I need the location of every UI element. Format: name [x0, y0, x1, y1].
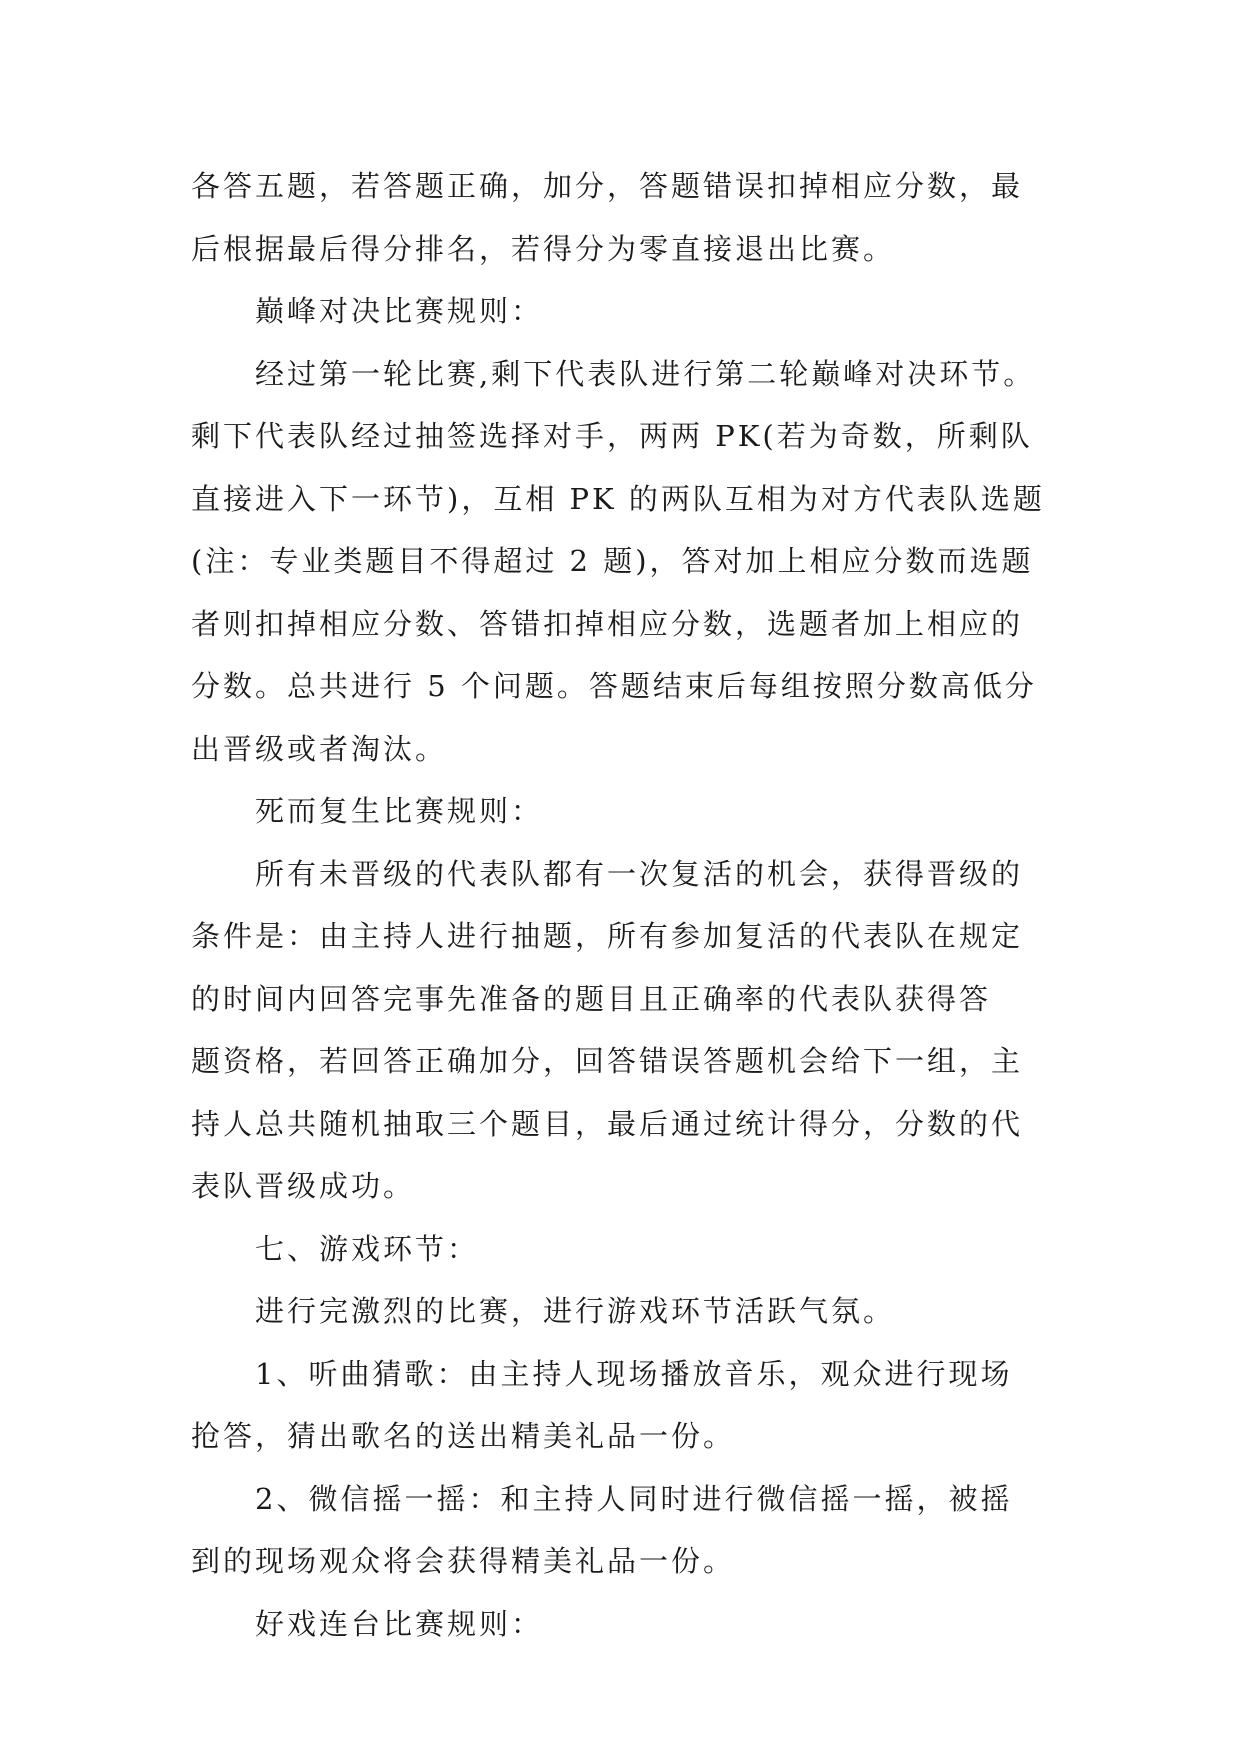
- list-item-wechat-shake: [191, 1468, 1056, 1593]
- text-line: 巅峰对决比赛规则：: [255, 294, 544, 328]
- text-line: 者则扣掉相应分数、答错扣掉相应分数，选题者加上相应的: [191, 606, 1024, 641]
- text-line: 经过第一轮比赛,剩下代表队进行第二轮巅峰对决环节。: [255, 356, 1036, 391]
- text-line: 后根据最后得分排名，若得分为零直接退出比赛。: [191, 231, 896, 266]
- text-line: 所有未晋级的代表队都有一次复活的机会，获得晋级的: [255, 856, 1024, 891]
- text-line: 持人总共随机抽取三个题目，最后通过统计得分，分数的代: [191, 1106, 1024, 1141]
- text-line: 的时间内回答完事先准备的题目且正确率的代表队获得答: [191, 981, 992, 1016]
- text-line: 抢答，猜出歌名的送出精美礼品一份。: [191, 1419, 736, 1453]
- paragraph-peak-showdown-rules: [191, 343, 1056, 781]
- text-line: 各答五题，若答题正确，加分，答题错误扣掉相应分数，最: [191, 169, 1024, 203]
- text-line: 分数。总共进行 5 个问题。答题结束后每组按照分数高低分: [191, 669, 1037, 703]
- text-line: (注：专业类题目不得超过 2 题)，答对加上相应分数而选题: [191, 544, 1034, 578]
- text-line: 题资格，若回答正确加分，回答错误答题机会给下一组，主: [191, 1044, 1024, 1078]
- document-page: [191, 155, 1056, 1655]
- section-heading-revival: [191, 780, 1056, 843]
- section-heading-show-rules: [191, 1593, 1056, 1656]
- text-line: 1、听曲猜歌：由主持人现场播放音乐，观众进行现场: [255, 1356, 1013, 1391]
- text-line: 剩下代表队经过抽签选择对手，两两 PK(若为奇数，所剩队: [191, 419, 1033, 453]
- paragraph-scoring-rules: [191, 155, 1056, 280]
- text-line: 七、游戏环节：: [255, 1231, 480, 1266]
- text-line: 好戏连台比赛规则：: [255, 1606, 544, 1641]
- text-line: 到的现场观众将会获得精美礼品一份。: [191, 1544, 736, 1578]
- paragraph-revival-rules: [191, 843, 1056, 1218]
- section-heading-peak-showdown: [191, 280, 1056, 343]
- list-item-guess-song: [191, 1343, 1056, 1468]
- section-heading-game: [191, 1218, 1056, 1281]
- text-line: 直接进入下一环节)，互相 PK 的两队互相为对方代表队选题: [191, 481, 1045, 516]
- text-line: 表队晋级成功。: [191, 1169, 416, 1203]
- text-line: 2、微信摇一摇：和主持人同时进行微信摇一摇，被摇: [255, 1481, 1013, 1516]
- text-line: 条件是：由主持人进行抽题，所有参加复活的代表队在规定: [191, 919, 1024, 953]
- text-line: 进行完激烈的比赛，进行游戏环节活跃气氛。: [255, 1294, 896, 1328]
- paragraph-game-intro: [191, 1280, 1056, 1343]
- text-line: 出晋级或者淘汰。: [191, 731, 448, 766]
- text-line: 死而复生比赛规则：: [255, 794, 544, 828]
